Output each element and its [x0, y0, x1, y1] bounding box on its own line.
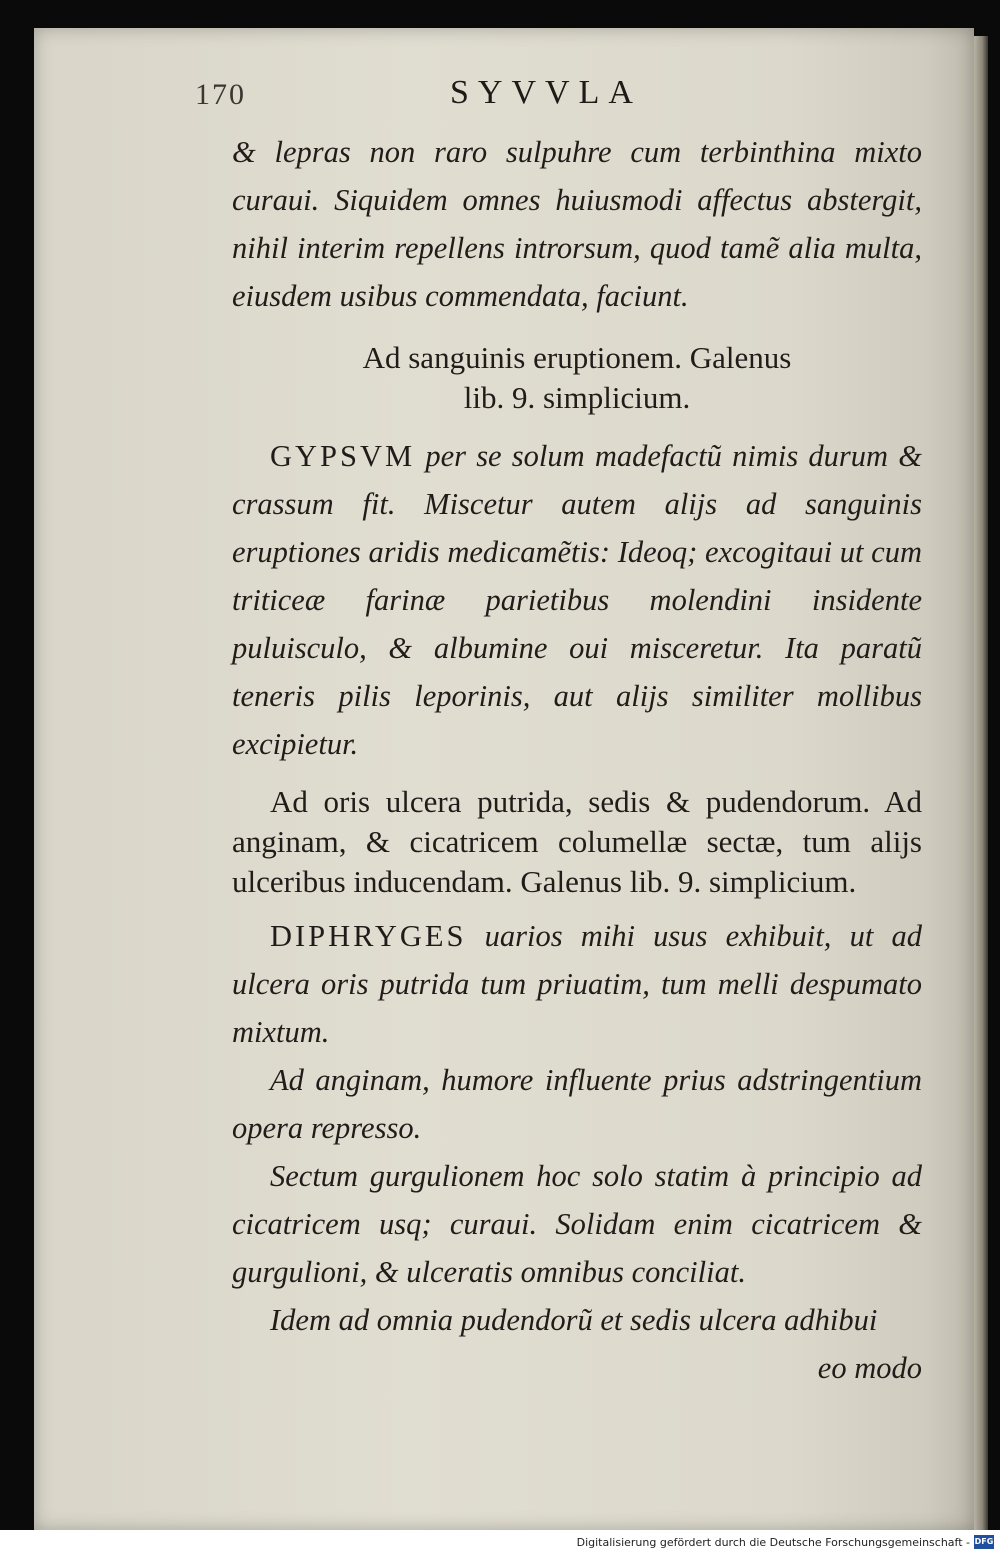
heading-line: lib. 9. simplicium. [463, 380, 691, 415]
paragraph: & lepras non raro sulpuhre cum terbinthina mixto curaui. Siquidem omnes huiusmodi affectus abstergit, nihil interim repellens introrsum, quod tamẽ alia multa, eiusdem usibus commendata, faciunt. [232, 135, 922, 313]
paragraph-body: uarios mihi usus exhibuit, ut ad ulcera oris putrida tum priuatim, tum melli despumato mixtum. [232, 919, 922, 1049]
page-text [232, 128, 922, 1392]
footer-bar [0, 1530, 1000, 1553]
section-heading: Ad oris ulcera putrida, sedis & pudendorum. Ad anginam, & cicatricem columellæ sectæ, tum alijs ulceribus inducendam. Galenus lib. 9. simplicium. [232, 784, 922, 899]
page-header [195, 74, 955, 114]
paragraph-body: per se solum madefactũ nimis durum & crassum fit. Miscetur autem alijs ad sanguinis eruptiones aridis medicamẽtis: Ideoq; excogitaui ut cum triticeæ farinæ parietibus molendini insidente puluisculo, & albumine oui misceretur. Ita paratũ teneris pilis leporinis, aut alijs similiter mollibus excipietur. [232, 439, 922, 761]
paragraph: Ad anginam, humore influente prius adstringentium opera represso. [232, 1063, 922, 1145]
section-heading [232, 338, 922, 418]
catchword: eo modo [817, 1351, 922, 1385]
dfg-logo-icon: DFG [974, 1535, 994, 1549]
paragraph: Idem ad omnia pudendorũ et sedis ulcera adhibui [270, 1303, 878, 1337]
lead-word: GYPSVM [270, 439, 416, 473]
funding-credit: Digitalisierung gefördert durch die Deutsche Forschungsgemeinschaft - [576, 1536, 970, 1549]
paragraph: Sectum gurgulionem hoc solo statim à principio ad cicatricem usq; curaui. Solidam enim cicatricem & gurgulioni, & ulceratis omnibus conciliat. [232, 1159, 922, 1289]
running-head: SYVVLA [450, 74, 642, 111]
page-edge [974, 36, 988, 1530]
page-number: 170 [195, 78, 246, 111]
paragraph [232, 912, 922, 1056]
lead-word: DIPHRYGES [270, 919, 467, 953]
heading-line: Ad sanguinis eruptionem. Galenus [362, 340, 792, 375]
paragraph [232, 432, 922, 768]
